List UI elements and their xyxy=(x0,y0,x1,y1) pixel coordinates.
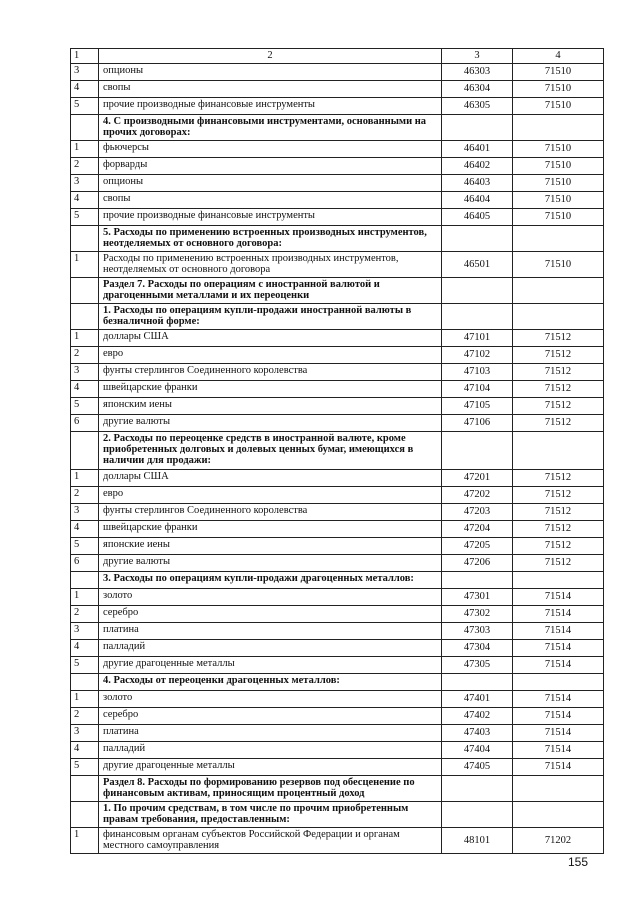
account-number-cell xyxy=(513,226,604,252)
symbol-code-cell: 47206 xyxy=(442,555,513,572)
description-cell: платина xyxy=(99,725,442,742)
table-row xyxy=(71,640,604,657)
symbol-code-cell: 47305 xyxy=(442,657,513,674)
symbol-code-cell xyxy=(442,776,513,802)
table-row xyxy=(71,364,604,381)
description-cell: платина xyxy=(99,623,442,640)
section-heading-row xyxy=(71,226,604,252)
account-number-cell: 71512 xyxy=(513,364,604,381)
account-number-cell: 71514 xyxy=(513,742,604,759)
account-number-cell: 71514 xyxy=(513,691,604,708)
row-number-cell: 5 xyxy=(71,398,99,415)
account-number-cell: 71510 xyxy=(513,81,604,98)
symbol-code-cell xyxy=(442,802,513,828)
symbol-code-cell xyxy=(442,432,513,470)
symbol-code-cell: 47401 xyxy=(442,691,513,708)
account-number-cell: 71510 xyxy=(513,98,604,115)
symbol-code-cell xyxy=(442,278,513,304)
description-cell: фунты стерлингов Соединенного королевства xyxy=(99,504,442,521)
description-cell: золото xyxy=(99,691,442,708)
description-cell: Расходы по применению встроенных производных инструментов, неотделяемых от основного договора xyxy=(99,252,442,278)
description-cell: японские иены xyxy=(99,538,442,555)
account-number-cell: 4 xyxy=(513,49,604,64)
row-number-cell: 2 xyxy=(71,158,99,175)
symbol-code-cell: 46404 xyxy=(442,192,513,209)
row-number-cell: 3 xyxy=(71,504,99,521)
description-cell: прочие производные финансовые инструменты xyxy=(99,98,442,115)
table-row xyxy=(71,657,604,674)
section-heading-row xyxy=(71,572,604,589)
account-number-cell: 71512 xyxy=(513,347,604,364)
table-row xyxy=(71,192,604,209)
account-number-cell: 71514 xyxy=(513,589,604,606)
section-heading-row xyxy=(71,115,604,141)
row-number-cell xyxy=(71,572,99,589)
section-heading-cell: Раздел 7. Расходы по операциям с иностранной валютой и драгоценными металлами и их переоценки xyxy=(99,278,442,304)
section-heading-cell: 5. Расходы по применению встроенных производных инструментов, неотделяемых от основного договора: xyxy=(99,226,442,252)
symbol-code-cell: 47301 xyxy=(442,589,513,606)
row-number-cell: 4 xyxy=(71,521,99,538)
account-number-cell: 71514 xyxy=(513,640,604,657)
row-number-cell: 4 xyxy=(71,640,99,657)
row-number-cell xyxy=(71,278,99,304)
description-cell: серебро xyxy=(99,606,442,623)
row-number-cell: 1 xyxy=(71,330,99,347)
description-cell: палладий xyxy=(99,742,442,759)
row-number-cell: 1 xyxy=(71,141,99,158)
description-cell: японским иены xyxy=(99,398,442,415)
table-row xyxy=(71,555,604,572)
account-number-cell: 71510 xyxy=(513,141,604,158)
row-number-cell: 1 xyxy=(71,49,99,64)
section-heading-cell: Раздел 8. Расходы по формированию резервов под обесценение по финансовым активам, приносящим процентный доход xyxy=(99,776,442,802)
table-row xyxy=(71,504,604,521)
symbol-code-cell: 47404 xyxy=(442,742,513,759)
account-number-cell: 71512 xyxy=(513,381,604,398)
table-row xyxy=(71,175,604,192)
row-number-cell: 4 xyxy=(71,192,99,209)
symbol-code-cell: 47405 xyxy=(442,759,513,776)
description-cell: фьючерсы xyxy=(99,141,442,158)
account-number-cell: 71512 xyxy=(513,538,604,555)
table-row xyxy=(71,725,604,742)
account-number-cell: 71512 xyxy=(513,470,604,487)
row-number-cell xyxy=(71,304,99,330)
symbol-code-cell: 46402 xyxy=(442,158,513,175)
description-cell: серебро xyxy=(99,708,442,725)
account-number-cell xyxy=(513,776,604,802)
row-number-cell xyxy=(71,802,99,828)
description-cell: опционы xyxy=(99,175,442,192)
account-number-cell: 71510 xyxy=(513,252,604,278)
table-row xyxy=(71,759,604,776)
symbol-code-cell: 46405 xyxy=(442,209,513,226)
section-heading-cell: 1. Расходы по операциям купли-продажи иностранной валюты в безналичной форме: xyxy=(99,304,442,330)
account-number-cell: 71514 xyxy=(513,623,604,640)
row-number-cell: 3 xyxy=(71,64,99,81)
table-row xyxy=(71,538,604,555)
account-number-cell xyxy=(513,802,604,828)
table-row xyxy=(71,742,604,759)
description-cell: финансовым органам субъектов Российской Федерации и органам местного самоуправления xyxy=(99,828,442,854)
section-heading-cell: 1. По прочим средствам, в том числе по прочим приобретенным правам требования, предоставленным: xyxy=(99,802,442,828)
account-number-cell: 71512 xyxy=(513,555,604,572)
row-number-cell: 1 xyxy=(71,828,99,854)
row-number-cell: 1 xyxy=(71,589,99,606)
account-number-cell: 71512 xyxy=(513,330,604,347)
account-number-cell: 71514 xyxy=(513,759,604,776)
row-number-cell: 4 xyxy=(71,81,99,98)
section-heading-cell: 3. Расходы по операциям купли-продажи драгоценных металлов: xyxy=(99,572,442,589)
table-row xyxy=(71,589,604,606)
section-heading-cell: 4. С производными финансовыми инструментами, основанными на прочих договорах: xyxy=(99,115,442,141)
section-heading-cell: 2. Расходы по переоценке средств в иностранной валюте, кроме приобретенных долговых и долевых ценных бумаг, имеющихся в наличии для продажи: xyxy=(99,432,442,470)
symbol-code-cell: 46305 xyxy=(442,98,513,115)
table-row xyxy=(71,521,604,538)
symbol-code-cell xyxy=(442,674,513,691)
ledger-table xyxy=(70,48,604,854)
description-cell: швейцарские франки xyxy=(99,381,442,398)
table-row xyxy=(71,330,604,347)
symbol-code-cell: 47304 xyxy=(442,640,513,657)
row-number-cell: 1 xyxy=(71,691,99,708)
table-row xyxy=(71,708,604,725)
description-cell: доллары США xyxy=(99,470,442,487)
description-cell: евро xyxy=(99,347,442,364)
symbol-code-cell: 47202 xyxy=(442,487,513,504)
table-row xyxy=(71,398,604,415)
account-number-cell xyxy=(513,115,604,141)
symbol-code-cell: 47103 xyxy=(442,364,513,381)
symbol-code-cell xyxy=(442,226,513,252)
row-number-cell: 1 xyxy=(71,470,99,487)
description-cell: евро xyxy=(99,487,442,504)
symbol-code-cell xyxy=(442,115,513,141)
section-heading-row xyxy=(71,776,604,802)
description-cell: 2 xyxy=(99,49,442,64)
symbol-code-cell: 47205 xyxy=(442,538,513,555)
table-row xyxy=(71,209,604,226)
account-number-cell: 71512 xyxy=(513,487,604,504)
row-number-cell xyxy=(71,674,99,691)
table-row xyxy=(71,381,604,398)
description-cell: другие драгоценные металлы xyxy=(99,657,442,674)
row-number-cell xyxy=(71,115,99,141)
row-number-cell: 5 xyxy=(71,209,99,226)
account-number-cell xyxy=(513,572,604,589)
description-cell: свопы xyxy=(99,81,442,98)
table-row xyxy=(71,415,604,432)
section-heading-row xyxy=(71,674,604,691)
description-cell: палладий xyxy=(99,640,442,657)
row-number-cell: 5 xyxy=(71,98,99,115)
account-number-cell: 71514 xyxy=(513,606,604,623)
section-heading-cell: 4. Расходы от переоценки драгоценных металлов: xyxy=(99,674,442,691)
section-heading-row xyxy=(71,802,604,828)
symbol-code-cell: 47106 xyxy=(442,415,513,432)
description-cell: опционы xyxy=(99,64,442,81)
table-row xyxy=(71,158,604,175)
symbol-code-cell: 47201 xyxy=(442,470,513,487)
symbol-code-cell: 47302 xyxy=(442,606,513,623)
account-number-cell: 71512 xyxy=(513,398,604,415)
account-number-cell xyxy=(513,674,604,691)
account-number-cell: 71510 xyxy=(513,64,604,81)
row-number-cell xyxy=(71,776,99,802)
symbol-code-cell: 47303 xyxy=(442,623,513,640)
symbol-code-cell: 3 xyxy=(442,49,513,64)
table-row xyxy=(71,691,604,708)
description-cell: прочие производные финансовые инструменты xyxy=(99,209,442,226)
row-number-cell: 4 xyxy=(71,381,99,398)
table-row xyxy=(71,623,604,640)
symbol-code-cell: 46304 xyxy=(442,81,513,98)
section-heading-row xyxy=(71,432,604,470)
description-cell: фунты стерлингов Соединенного королевства xyxy=(99,364,442,381)
table-row xyxy=(71,64,604,81)
table-row xyxy=(71,252,604,278)
symbol-code-cell xyxy=(442,572,513,589)
row-number-cell: 4 xyxy=(71,742,99,759)
section-heading-row xyxy=(71,278,604,304)
page-number: 155 xyxy=(568,855,589,869)
account-number-cell: 71514 xyxy=(513,708,604,725)
symbol-code-cell: 46501 xyxy=(442,252,513,278)
row-number-cell: 3 xyxy=(71,725,99,742)
symbol-code-cell: 47105 xyxy=(442,398,513,415)
symbol-code-cell: 46303 xyxy=(442,64,513,81)
description-cell: другие драгоценные металлы xyxy=(99,759,442,776)
symbol-code-cell xyxy=(442,304,513,330)
row-number-cell: 3 xyxy=(71,175,99,192)
account-number-cell: 71202 xyxy=(513,828,604,854)
table-row xyxy=(71,828,604,854)
account-number-cell: 71512 xyxy=(513,415,604,432)
row-number-cell: 2 xyxy=(71,487,99,504)
symbol-code-cell: 47104 xyxy=(442,381,513,398)
row-number-cell: 5 xyxy=(71,657,99,674)
row-number-cell: 5 xyxy=(71,538,99,555)
ledger-table-body xyxy=(71,49,604,854)
table-row xyxy=(71,141,604,158)
section-heading-row xyxy=(71,304,604,330)
row-number-cell: 2 xyxy=(71,606,99,623)
row-number-cell: 1 xyxy=(71,252,99,278)
description-cell: золото xyxy=(99,589,442,606)
table-row xyxy=(71,487,604,504)
table-row xyxy=(71,470,604,487)
symbol-code-cell: 47402 xyxy=(442,708,513,725)
table-row xyxy=(71,347,604,364)
symbol-code-cell: 47204 xyxy=(442,521,513,538)
row-number-cell xyxy=(71,432,99,470)
description-cell: свопы xyxy=(99,192,442,209)
account-number-cell: 71512 xyxy=(513,504,604,521)
account-number-cell: 71512 xyxy=(513,521,604,538)
account-number-cell xyxy=(513,278,604,304)
account-number-cell: 71514 xyxy=(513,725,604,742)
description-cell: другие валюты xyxy=(99,415,442,432)
account-number-cell: 71510 xyxy=(513,209,604,226)
row-number-cell: 2 xyxy=(71,347,99,364)
description-cell: доллары США xyxy=(99,330,442,347)
row-number-cell: 5 xyxy=(71,759,99,776)
table-row xyxy=(71,606,604,623)
row-number-cell: 3 xyxy=(71,364,99,381)
account-number-cell: 71510 xyxy=(513,158,604,175)
description-cell: швейцарские франки xyxy=(99,521,442,538)
symbol-code-cell: 47102 xyxy=(442,347,513,364)
description-cell: форварды xyxy=(99,158,442,175)
account-number-cell: 71514 xyxy=(513,657,604,674)
account-number-cell: 71510 xyxy=(513,192,604,209)
symbol-code-cell: 47101 xyxy=(442,330,513,347)
symbol-code-cell: 48101 xyxy=(442,828,513,854)
table-row xyxy=(71,81,604,98)
symbol-code-cell: 47403 xyxy=(442,725,513,742)
description-cell: другие валюты xyxy=(99,555,442,572)
account-number-cell xyxy=(513,304,604,330)
account-number-cell: 71510 xyxy=(513,175,604,192)
row-number-cell: 3 xyxy=(71,623,99,640)
row-number-cell xyxy=(71,226,99,252)
row-number-cell: 6 xyxy=(71,415,99,432)
column-number-row xyxy=(71,49,604,64)
symbol-code-cell: 47203 xyxy=(442,504,513,521)
row-number-cell: 2 xyxy=(71,708,99,725)
symbol-code-cell: 46401 xyxy=(442,141,513,158)
table-row xyxy=(71,98,604,115)
account-number-cell xyxy=(513,432,604,470)
symbol-code-cell: 46403 xyxy=(442,175,513,192)
row-number-cell: 6 xyxy=(71,555,99,572)
